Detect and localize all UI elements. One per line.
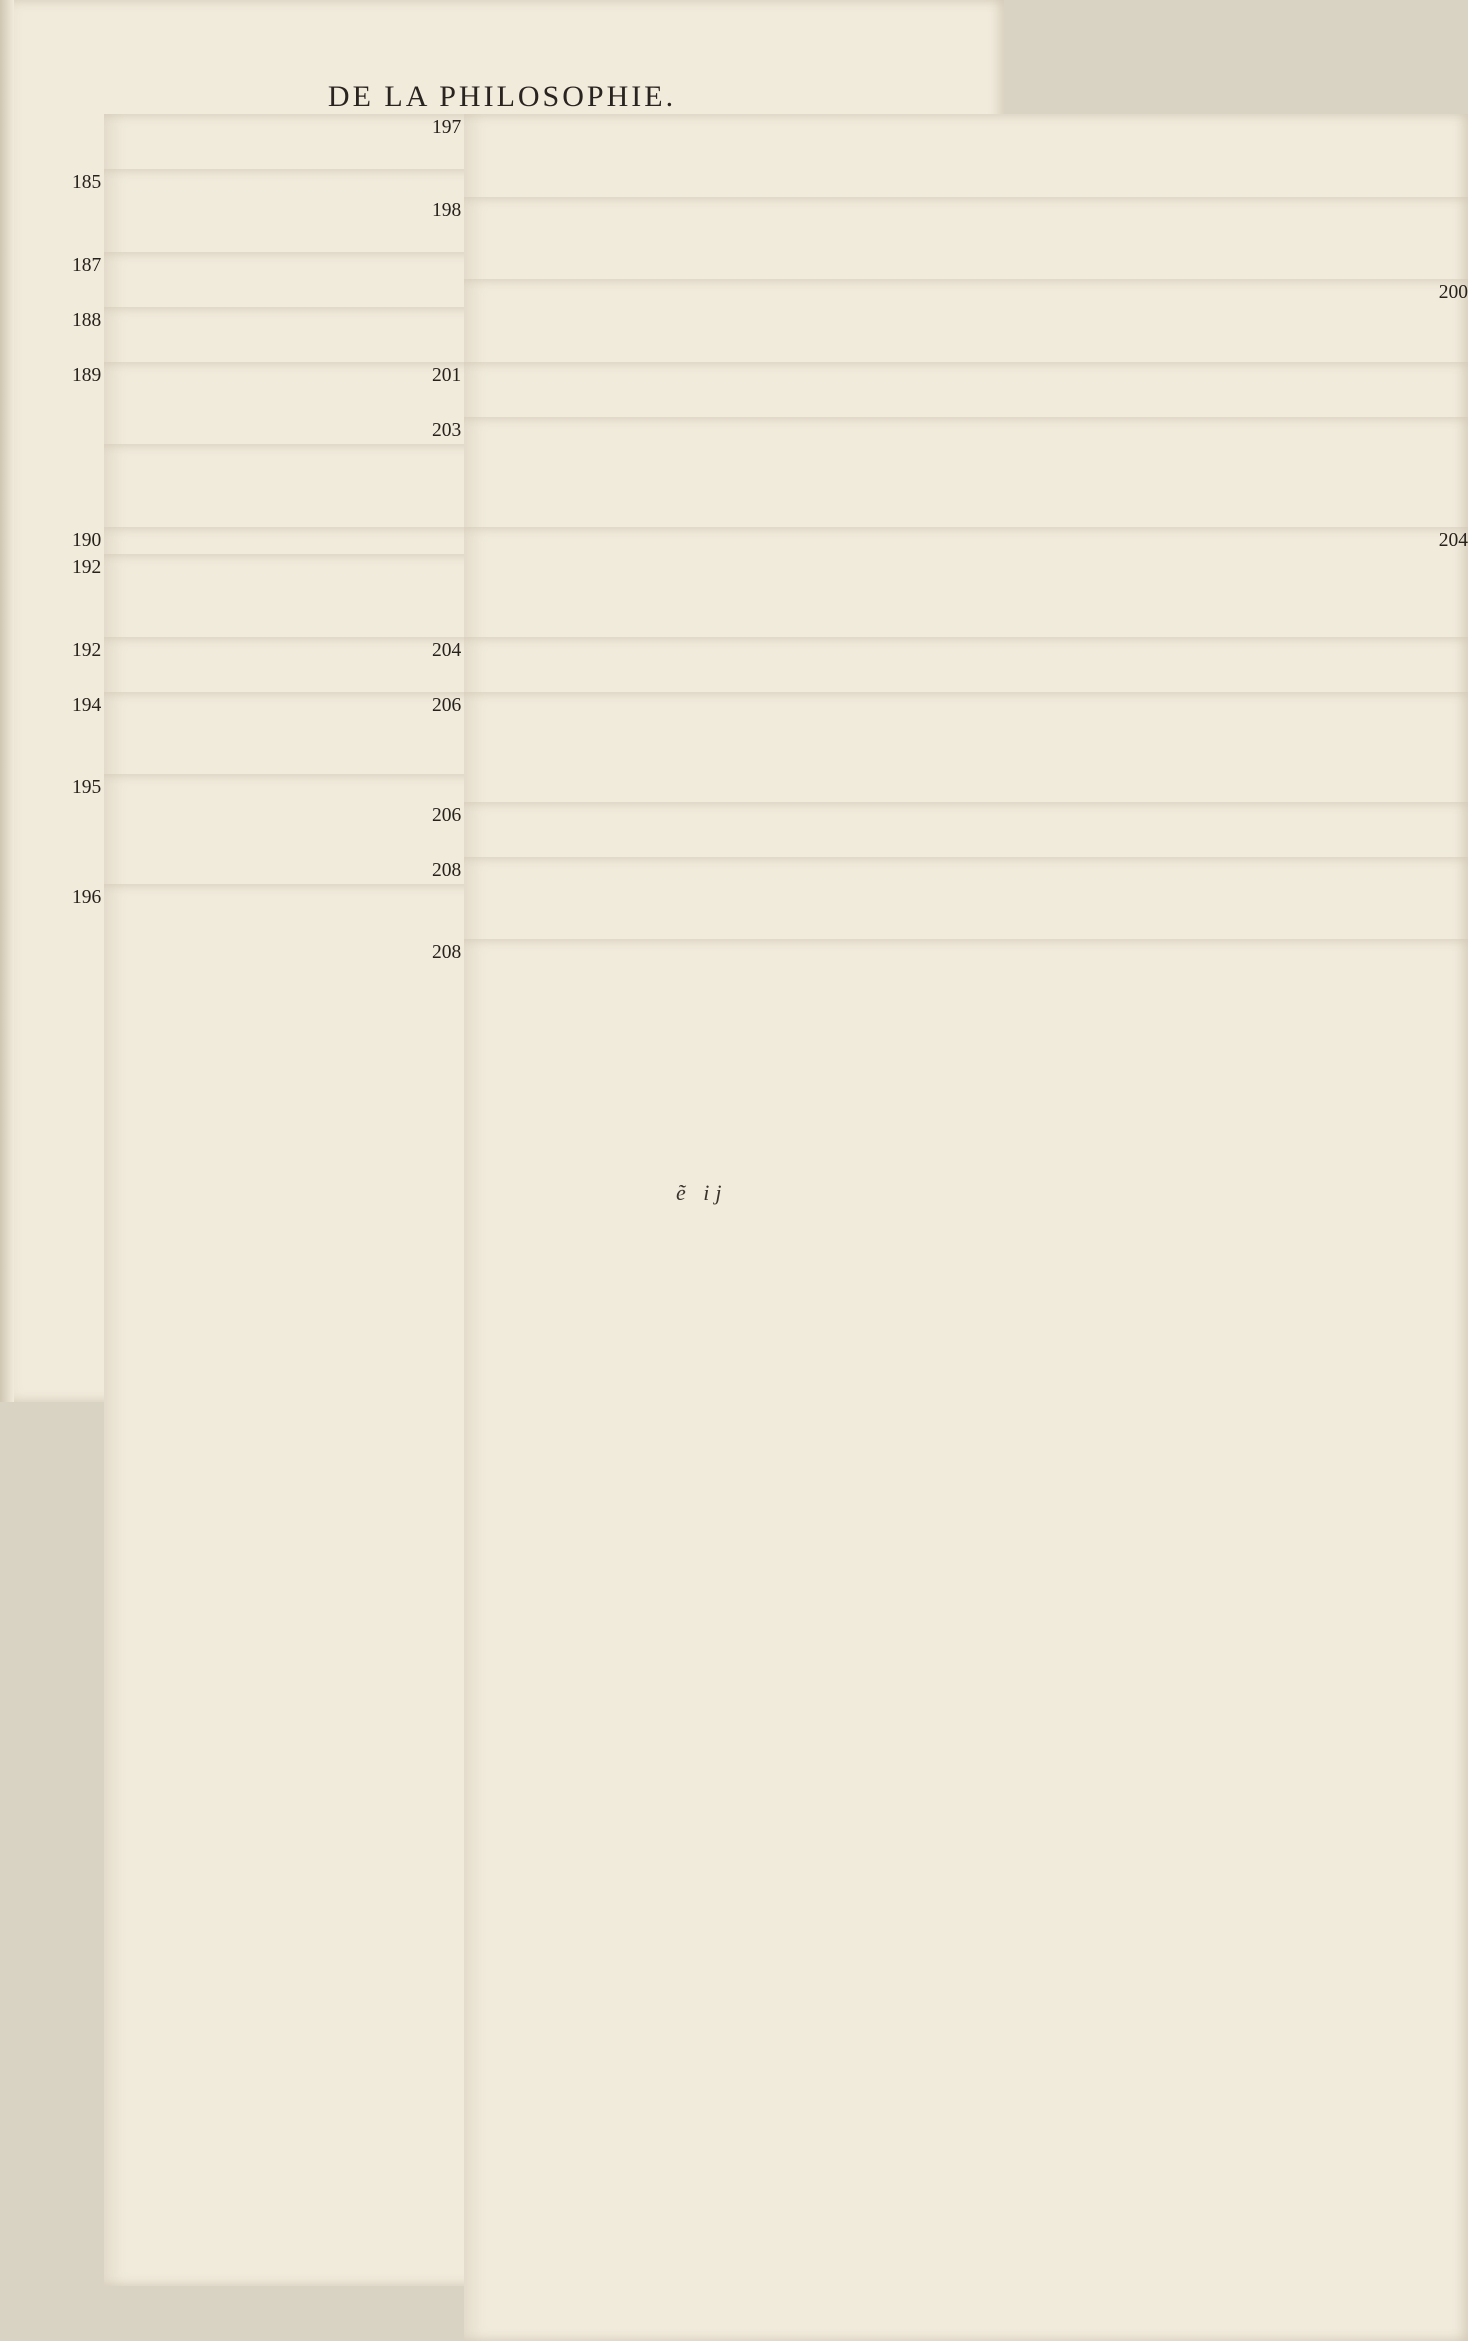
toc-entry	[432, 197, 804, 280]
toc-entry	[72, 554, 444, 637]
entry-page-number: 185	[104, 169, 1108, 1571]
entry-page-number: 206	[464, 692, 1468, 2094]
toc-entry	[72, 527, 444, 555]
toc-entry	[432, 417, 804, 527]
entry-page-number: 208	[464, 939, 1468, 2341]
left-column	[72, 114, 444, 994]
toc-entry	[432, 637, 804, 692]
entry-page-number: 204	[464, 527, 1468, 1929]
entry-page-number: 187	[104, 252, 1108, 1654]
toc-entry	[72, 884, 444, 994]
entry-page-number: 189	[104, 362, 1108, 1764]
toc-entry	[464, 527, 1468, 637]
entry-page-number: 190	[104, 527, 1108, 1929]
toc-entry	[432, 114, 804, 197]
toc-entry	[72, 307, 444, 362]
toc-entry	[72, 637, 444, 692]
toc-entry	[432, 939, 804, 994]
toc-entry	[104, 114, 444, 169]
entry-page-number: 200	[464, 279, 1468, 1681]
entry-page-number: 198	[464, 197, 1468, 1599]
page-gutter-shadow	[0, 0, 14, 1402]
toc-entry	[432, 802, 804, 857]
toc-entry	[464, 279, 1468, 362]
entry-page-number: 204	[464, 637, 1468, 2039]
entry-page-number: 201	[464, 362, 1468, 1764]
toc-entry	[104, 444, 444, 527]
entry-page-number: 196	[104, 884, 1108, 2286]
toc-entry	[72, 362, 444, 445]
entry-page-number: 208	[464, 857, 1468, 2259]
right-column	[432, 114, 1468, 994]
entry-page-number: 203	[464, 417, 1468, 1819]
toc-entry	[432, 857, 804, 940]
running-header: DE LA PHILOSOPHIE.	[327, 80, 677, 113]
catchword: ẽ ij	[676, 1180, 728, 1205]
entry-page-number: 206	[464, 802, 1468, 2204]
entry-page-number: 192	[104, 554, 1108, 1956]
entry-page-number: 192	[104, 637, 1108, 2039]
entry-page-number: 197	[464, 114, 1468, 1516]
toc-entry	[432, 692, 804, 802]
toc-entry	[72, 774, 444, 884]
entry-page-number: 194	[104, 692, 1108, 2094]
entry-page-number: 188	[104, 307, 1108, 1709]
toc-entry	[432, 362, 804, 417]
toc-entry	[72, 692, 444, 775]
toc-entry	[72, 169, 444, 252]
toc-entry	[72, 252, 444, 307]
entry-page-number: 195	[104, 774, 1108, 2176]
